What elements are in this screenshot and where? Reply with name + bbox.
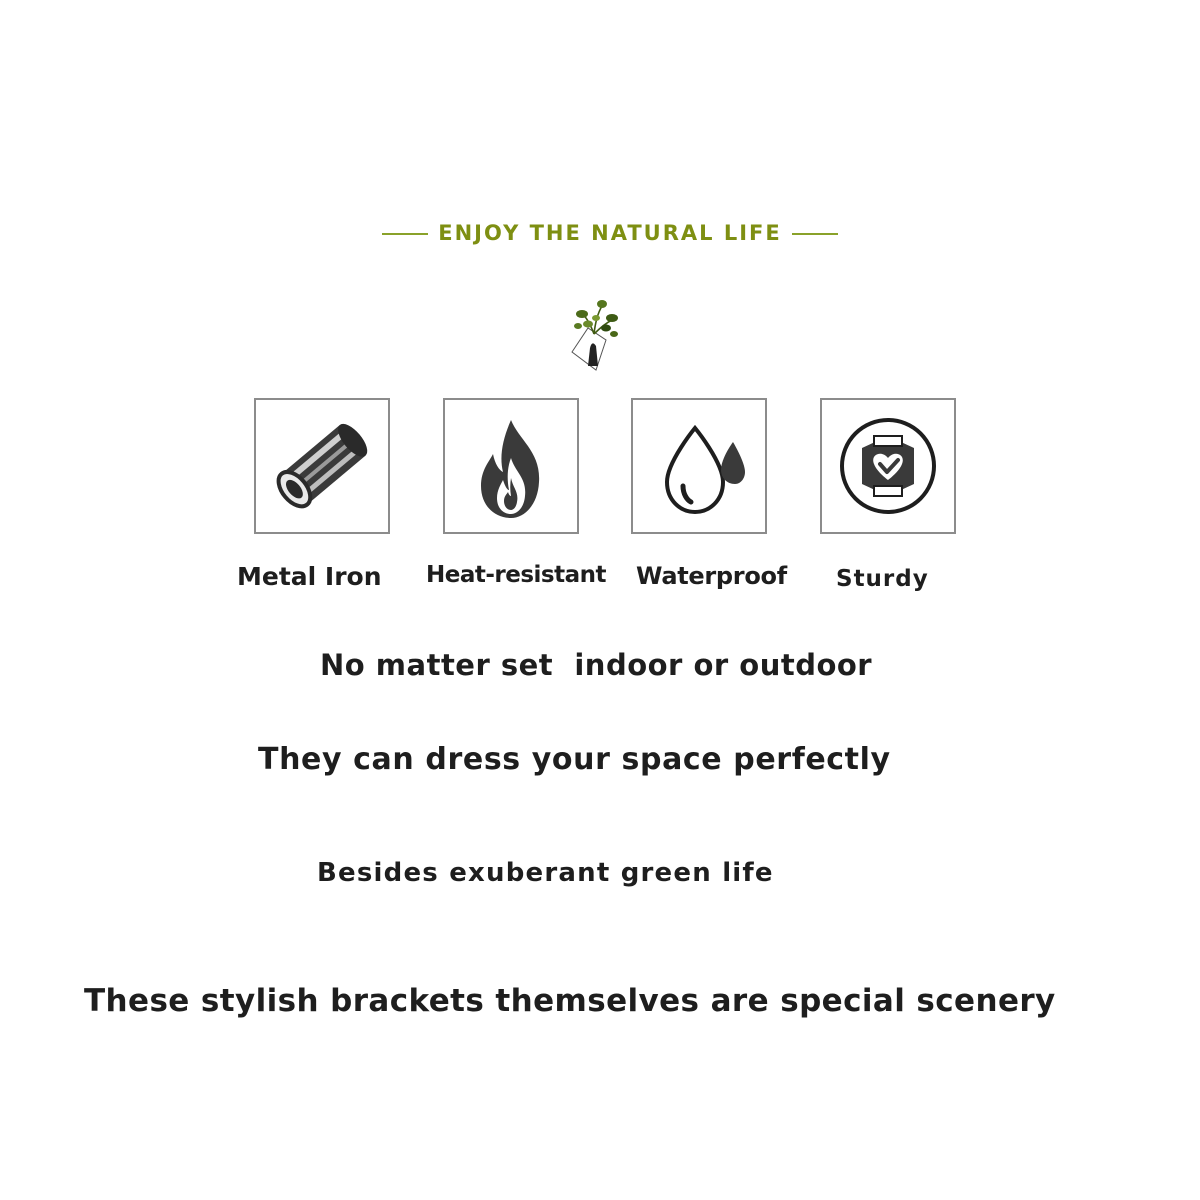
feature-label-waterproof: Waterproof xyxy=(636,562,787,590)
plant-icon xyxy=(566,294,622,374)
feature-box-sturdy xyxy=(820,398,956,534)
flame-icon xyxy=(445,400,577,532)
water-drop-icon xyxy=(633,400,765,532)
tagline-dash-right xyxy=(792,233,838,235)
feature-box-metal-iron xyxy=(254,398,390,534)
copy-line-4: These stylish brackets themselves are special scenery xyxy=(84,983,1056,1019)
feature-label-metal-iron: Metal Iron xyxy=(237,562,382,591)
feature-box-waterproof xyxy=(631,398,767,534)
copy-line-3: Besides exuberant green life xyxy=(317,858,774,888)
tagline-dash-left xyxy=(382,233,428,235)
tagline xyxy=(0,221,1200,245)
shield-badge-icon xyxy=(822,400,954,532)
copy-line-2: They can dress your space perfectly xyxy=(258,742,891,777)
copy-line-1: No matter set indoor or outdoor xyxy=(320,648,873,682)
tagline-text: ENJOY THE NATURAL LIFE xyxy=(438,221,782,245)
iron-tube-icon xyxy=(256,400,388,532)
feature-box-heat-resistant xyxy=(443,398,579,534)
feature-label-sturdy: Sturdy xyxy=(836,566,929,592)
feature-label-heat-resistant: Heat-resistant xyxy=(426,562,606,588)
